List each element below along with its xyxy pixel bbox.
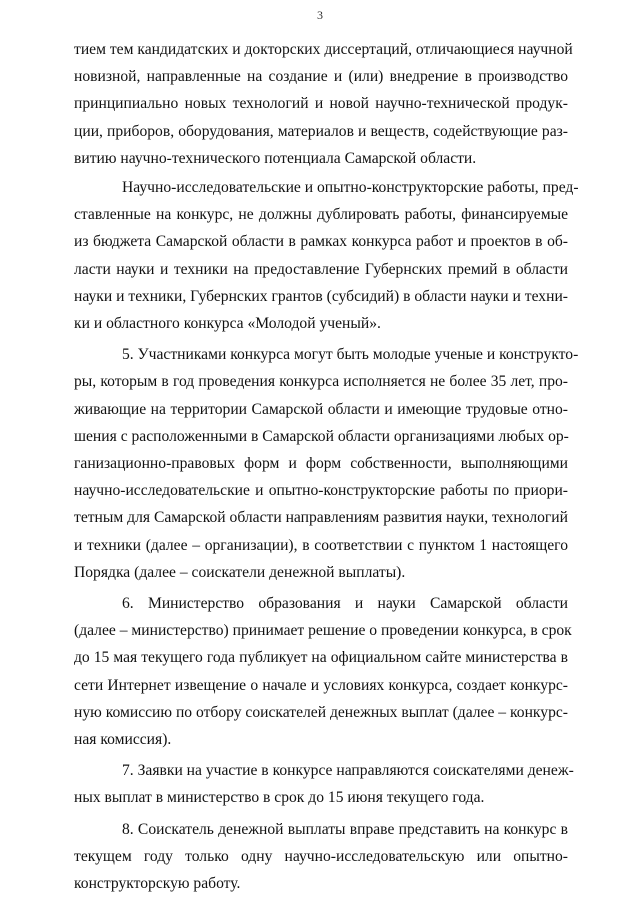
paragraph	[74, 174, 579, 337]
text-line: ки и областного конкурса «Молодой ученый».	[74, 315, 381, 333]
text-line: 6. Министерство образования и науки Самарской области	[122, 595, 568, 613]
paragraph	[74, 341, 579, 586]
text-line: тетным для Самарской области направлениям развития науки, технологий	[74, 509, 568, 527]
page-number: 3	[317, 8, 323, 22]
text-line: ная комиссия).	[74, 731, 172, 749]
text-line: живающие на территории Самарской области и имеющие трудовые отно-	[74, 400, 568, 418]
text-line: научно-исследовательские и опытно-конструкторские работы по приори-	[74, 482, 568, 500]
text-line: принципиально новых технологий и новой научно-технической продук-	[74, 95, 568, 113]
text-line: ры, которым в год проведения конкурса исполняется не более 35 лет, про-	[74, 373, 568, 391]
paragraph	[74, 816, 568, 898]
text-line: ную комиссию по отбору соискателей денежных выплат (далее – конкурс-	[74, 703, 568, 721]
paragraph	[74, 590, 572, 753]
text-line: ласти науки и техники на предоставление Губернских премий в области	[74, 260, 568, 278]
text-line: шения с расположенными в Самарской области организациями любых ор-	[74, 427, 569, 445]
text-line: текущем году только одну научно-исследовательскую или опытно-	[74, 847, 568, 865]
text-line: из бюджета Самарской области в рамках конкурса работ и проектов в об-	[74, 233, 568, 251]
text-line: 7. Заявки на участие в конкурсе направляются соискателями денеж-	[122, 762, 574, 780]
text-line: ставленные на конкурс, не должны дублировать работы, финансируемые	[74, 206, 568, 224]
paragraph	[74, 757, 574, 811]
text-line: ганизационно-правовых форм и форм собственности, выполняющими	[74, 455, 568, 473]
paragraph	[74, 36, 573, 172]
text-line: тием тем кандидатских и докторских диссертаций, отличающиеся научной	[74, 41, 573, 58]
text-line: ных выплат в министерство в срок до 15 июня текущего года.	[74, 789, 485, 807]
text-line: (далее – министерство) принимает решение о проведении конкурса, в срок	[74, 622, 572, 640]
text-line: науки и техники, Губернских грантов (субсидий) в области науки и техни-	[74, 287, 568, 305]
text-line: и техники (далее – организации), в соответствии с пунктом 1 настоящего	[74, 536, 568, 554]
text-line: 5. Участниками конкурса могут быть молодые ученые и конструкто-	[122, 346, 579, 364]
text-line: новизной, направленные на создание и (или) внедрение в производство	[74, 68, 568, 86]
text-line: Порядка (далее – соискатели денежной выплаты).	[74, 563, 406, 581]
document-body	[74, 36, 579, 897]
text-line: Научно-исследовательские и опытно-конструкторские работы, пред-	[122, 179, 579, 197]
text-line: 8. Соискатель денежной выплаты вправе представить на конкурс в	[122, 820, 568, 838]
text-line: витию научно-технического потенциала Самарской области.	[74, 149, 477, 167]
text-line: ции, приборов, оборудования, материалов и веществ, содействующие раз-	[74, 122, 568, 140]
text-line: конструкторскую работу.	[74, 875, 241, 893]
text-line: до 15 мая текущего года публикует на официальном сайте министерства в	[74, 649, 568, 667]
text-line: сети Интернет извещение о начале и условиях конкурса, создает конкурс-	[74, 676, 568, 694]
